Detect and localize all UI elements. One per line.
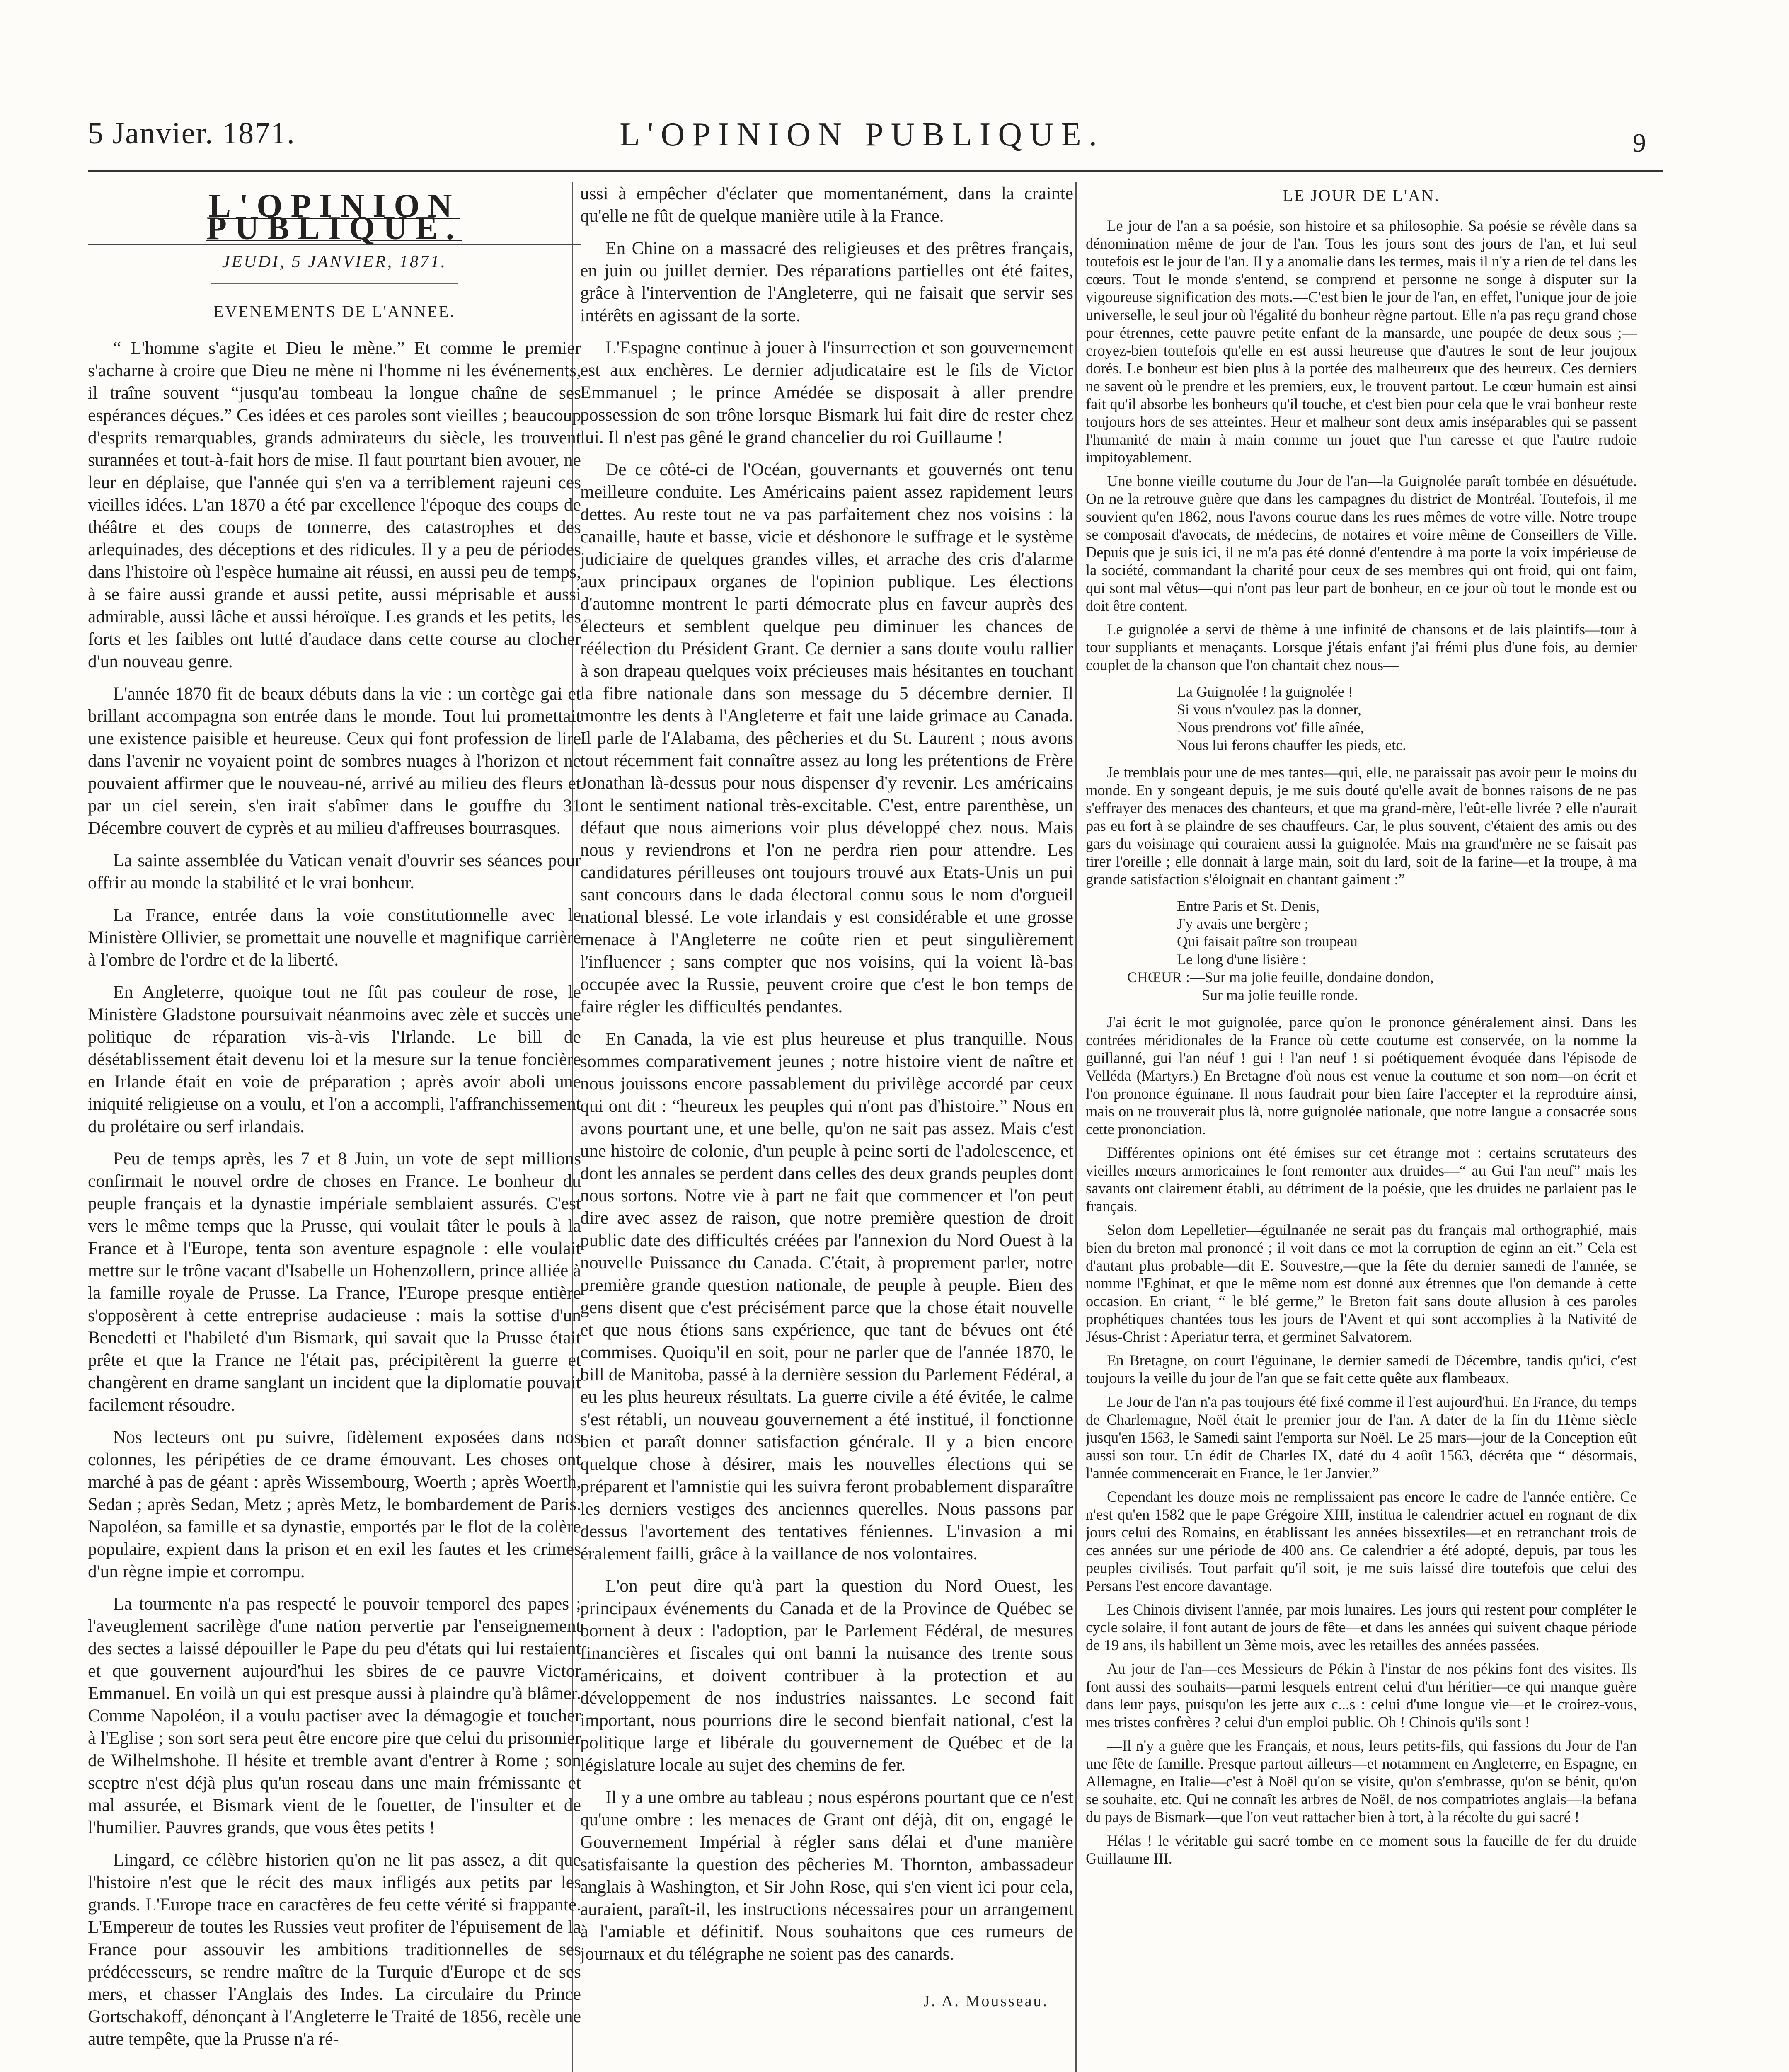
paragraph: Lingard, ce célèbre historien qu'on ne lit pas assez, a dit que l'histoire n'est que le récit des maux infligés aux petits par les grands. L'Europe trace en caractères de feu cette vérité si frappante. L'Empereur de toutes les Russies veut profiter de l'épuisement de la France pour assouvir les ambitions traditionnelles de ses prédécesseurs, se rendre maître de la Turquie d'Europe et de ses mers, et chasser l'Anglais des Indes. La circulaire du Prince Gortschakoff, dénonçant à l'Angleterre le Traité de 1856, recèle une autre tempête, que la Prusse n'a ré-: [88, 1850, 581, 2049]
paragraph: En Canada, la vie est plus heureuse et plus tranquille. Nous sommes comparativement jeunes ; notre histoire vient de naître et nous jouissons encore passablement du privilège accordé par ceux qui ont dit : “heureux les peuples qui n'ont pas d'histoire.” Nous en avons pourtant une, et une belle, qu'on ne sait pas assez. Mais c'est une histoire de colonie, d'un peuple à peine sorti de l'adolescence, et dont les annales se perdent dans celles des deux grands peuples dont nous sortons. Notre vie à part ne fait que commencer et l'on peut dire avec assez de raison, que notre première question de droit public date des difficultés créées par l'annexion du Nord Ouest à la nouvelle Puissance du Canada. C'était, à proprement parler, notre première grande question nationale, de peuple à peuple. Bien des gens disent que c'est précisément parce que la chose était nouvelle et que nous étions sans expérience, que tant de bévues ont été commises. Quoiqu'il en soit, pour ne parler que de l'année 1870, le bill de Manitoba, passé à la dernière session du Parlement Fédéral, a eu les plus heureux résultats. La guerre civile a été évitée, le calme s'est rétabli, un nouveau gouvernement a été institué, il fonctionne bien et paraît donner satisfaction générale. Il y a bien encore quelque chose à désirer, mais les nouvelles élections qui se préparent et l'amnistie qui les suivra feront probablement disparaître les derniers vestiges des anciennes querelles. Nous passons par dessus l'avortement des tentatives féniennes. L'invasion a mi éralement failli, grâce à la vaillance de nos volontaires.: [580, 1029, 1073, 1564]
paragraph: De ce côté-ci de l'Océan, gouvernants et gouvernés ont tenu meilleure conduite. Les Américains paient assez rapidement leurs dettes. Au reste tout ne va pas parfaitement chez nos voisins : la canaille, haute et basse, vicie et déshonore le suffrage et le système judiciaire de quelques grandes villes, et arrache des cris d'alarme aux principaux organes de l'opinion publique. Les élections d'automne montrent le parti démocrate plus en faveur auprès des électeurs et semblent quelque peu diminuer les chances de réélection du Président Grant. Ce dernier a sans doute voulu rallier à son drapeau quelques voix précieuses mais hésitantes en touchant la fibre nationale dans son message du 5 décembre dernier. Il montre les dents à l'Angleterre et fait une laide grimace au Canada. Il parle de l'Alabama, des pêcheries et du St. Laurent ; nous avons tout récemment fait connaître assez au long les prétentions de Frère Jonathan là-dessus pour nous dispenser d'y revenir. Les américains ont le sentiment national très-excitable. C'est, entre parenthèse, un défaut que nous aimerions voir plus développé chez nous. Mais nous y reviendrons et l'on ne perdra rien pour attendre. Les candidatures périlleuses ont toujours trouvé aux Etats-Unis un pui sant concours dans le dada électoral connu sous le nom d'orgueil national blessé. Le vote irlandais y est considérable et une grosse menace à l'Angleterre ne coûte rien et peut singulièrement l'influencer ; sans compter que nos voisins, qui la voient là-bas occupée avec la Russie, peuvent croire que c'est le bon temps de faire régler les difficultés pendantes.: [580, 460, 1073, 1017]
paragraph: ussi à empêcher d'éclater que momentanément, dans la crainte qu'elle ne fût de quelque manière utile à la France.: [580, 184, 1073, 226]
verse-line: CHŒUR :—Sur ma jolie feuille, dondaine dondon,: [1127, 969, 1434, 985]
dateline: JEUDI, 5 JANVIER, 1871.: [222, 252, 447, 271]
paragraph: L'on peut dire qu'à part la question du Nord Ouest, les principaux événements du Canada et de la Province de Québec se bornent à deux : l'adoption, par le Parlement Fédéral, de mesures financières et fiscales qui ont banni la nuisance des trente sous américains, et doivent contribuer à la protection et au développement de nos industries naissantes. Le second fait important, nous pourrions dire le second bienfait national, c'est la politique large et libérale du gouvernement de Québec et de la législature locale au sujet des chemins de fer.: [580, 1576, 1073, 1775]
article-body: [88, 337, 581, 2050]
paragraph: Différentes opinions ont été émises sur cet étrange mot : certains scrutateurs des vieilles mœurs armoricaines le font remonter aux druides—“ au Gui l'an neuf” mais les savants ont clairement établi, au détriment de la poésie, que les druides ne parlaient pas le français.: [1086, 1144, 1637, 1215]
paragraph: La France, entrée dans la voie constitutionnelle avec le Ministère Ollivier, se promettait une nouvelle et magnifique carrière à l'ombre de l'ordre et de la liberté.: [88, 905, 581, 970]
verse-line: La Guignolée ! la guignolée !: [1177, 683, 1353, 700]
paragraph: L'année 1870 fit de beaux débuts dans la vie : un cortège gai et brillant accompagna son entrée dans le monde. Tout lui promettait une existence paisible et heureuse. Ceux qui font profession de lire dans l'avenir ne voyaient point de sombres nuages à l'horizon et ne pouvaient affirmer que le nouveau-né, arrivé au milieu des fleurs et par un ciel serein, s'en irait s'abîmer dans le gouffre du 31 Décembre couvert de cyprès et au milieu d'affreuses bourrasques.: [88, 684, 581, 838]
paragraph: Selon dom Lepelletier—éguilnanée ne serait pas du français mal orthographié, mais bien du breton mal prononcé ; il voit dans ce mot la corruption de eginn an eit.” Cela est d'autant plus probable—dit E. Souvestre,—que la fête du dernier samedi de l'année, se nomme l'Eghinat, et que le même nom est donné aux étrennes que l'on demande à cette occasion. En criant, “ le blé germe,” le Breton fait sans doute allusion à ces paroles prophétiques chantées tous les jours de l'Avent et qui sont accomplies à la Nativité de Jésus-Christ : Aperiatur terra, et germinet Salvatorem.: [1086, 1221, 1637, 1345]
paragraph: En Bretagne, on court l'éguinane, le dernier samedi de Décembre, tandis qu'ici, c'est toujours la veille du jour de l'an que se fait cette quête aux flambeaux.: [1086, 1352, 1637, 1387]
song-verse: [1127, 897, 1637, 1004]
paragraph: Au jour de l'an—ces Messieurs de Pékin à l'instar de nos pékins font des visites. Ils font aussi des souhaits—parmi lesquels entrent celui d'un héritier—ce qui manque guère dans leur pays, puisqu'on les jette aux c...s : celui d'une longue vie—et le croirez-vous, mes tristes confrères ? celui d'un emploi public. Oh ! Chinois qu'ils sont !: [1086, 1660, 1637, 1731]
verse-line: J'y avais une bergère ;: [1177, 915, 1309, 932]
paragraph: Les Chinois divisent l'année, par mois lunaires. Les jours qui restent pour compléter le cycle solaire, il font autant de jours de fête—et dans les années qui suivent chaque période de 19 ans, ils habillent un 3ème mois, avec les retailles des années passées.: [1086, 1601, 1637, 1653]
masthead: L'OPINION PUBLIQUE.: [206, 188, 462, 247]
song-verse: [1177, 683, 1637, 754]
paragraph: Cependant les douze mois ne remplissaient pas encore le cadre de l'année entière. Ce n'est qu'en 1582 que le pape Grégoire XIII, institua le calendrier actuel en rognant de dix jours celui des Romains, en établissant les années bissextiles—et en retranchant trois de ces années sur une période de 400 ans. Ce calendrier a été adopté, depuis, par tous les peuples civilisés. Tout parfait qu'il soit, je me suis laissé dire toutefois que celui des Persans l'est encore davantage.: [1086, 1488, 1637, 1594]
paragraph: “ L'homme s'agite et Dieu le mène.” Et comme le premier s'acharne à croire que Dieu ne mène ni l'homme ni les événements, il traîne souvent “jusqu'au tombeau la longue chaîne de ses espérances déçues.” Ces idées et ces paroles sont vieilles ; beaucoup d'esprits remarquables, grands admirateurs du siècle, les trouvent surannées et tout-à-fait hors de mise. Il faut pourtant bien avouer, ne leur en déplaise, que l'année qui s'en va a terriblement rajeuni ces vieilles idées. L'an 1870 a été par excellence l'époque des coups de théâtre et des coups de tonnerre, des catastrophes et des arlequinades, des déceptions et des ridicules. Il y a peu de périodes dans l'histoire où l'espèce humaine ait réussi, en aussi peu de temps, à se faire aussi grande et aussi petite, aussi méprisable et aussi admirable, aussi lâche et aussi héroïque. Les grands et les petits, les forts et les faibles ont lutté d'audace dans cette course au clocher d'un nouveau genre.: [88, 338, 581, 671]
verse-line: Qui faisait paître son troupeau: [1177, 933, 1358, 950]
column-1: [88, 182, 581, 2072]
paragraph: Nos lecteurs ont pu suivre, fidèlement exposées dans nos colonnes, les péripéties de ce drame émouvant. Les choses ont marché à pas de géant : après Wissembourg, Woerth ; après Woerth, Sedan ; après Sedan, Metz ; après Metz, le bombardement de Paris. Napoléon, sa famille et sa dynastie, emportés par le flot de la colère populaire, expient dans la prison et en exil les fautes et les crimes d'un règne impie et corrompu.: [88, 1427, 581, 1581]
article-body: [580, 182, 1073, 1965]
paragraph: Le guignolée a servi de thème à une infinité de chansons et de lais plaintifs—tour à tour suppliants et menaçants. Lorsque j'étais enfant j'ai frémi plus d'une fois, au dernier couplet de la chanson que l'on chantait chez nous—: [1086, 621, 1637, 673]
paragraph: Hélas ! le véritable gui sacré tombe en ce moment sous la faucille de fer du druide Guillaume III.: [1086, 1832, 1637, 1867]
verse-line: Entre Paris et St. Denis,: [1177, 898, 1319, 914]
page-number: 9: [1633, 128, 1646, 157]
paragraph: L'Espagne continue à jouer à l'insurrection et son gouvernement est aux enchères. Le dernier adjudicataire est le fils de Victor Emmanuel ; le prince Amédée se disposait à aller prendre possession de son trône lorsque Bismark lui fait dire de rester chez lui. Il n'est pas gêné le grand chancelier du roi Guillaume !: [580, 338, 1073, 447]
verse-line: Sur ma jolie feuille ronde.: [1202, 987, 1358, 1003]
paragraph: Une bonne vieille coutume du Jour de l'an—la Guignolée paraît tombée en désuétude. On ne la retrouve guère que dans les campagnes du district de Montréal. Toutefois, il me souvient qu'en 1862, nous l'avons courue dans les rues mêmes de votre ville. Notre troupe se composait d'avocats, de médecins, de notaires et voire même de Conseillers de Ville. Depuis que je suis ici, il ne m'a pas été donné d'entendre à ma porte la voix impérieuse de la société, commandant la charité pour ceux de ses membres qui ont froid, qui ont faim, qui sont mal vêtus—qui n'ont pas leur part de bonheur, en ce jour où tout le monde est ou doit être content.: [1086, 472, 1637, 614]
newspaper-title: L'OPINION PUBLIQUE.: [620, 116, 1104, 153]
paragraph: —Il n'y a guère que les Français, et nous, leurs petits-fils, qui fassions du Jour de l'an une fête de famille. Presque partout ailleurs—et notamment en Angleterre, en Espagne, en Allemagne, en Italie—c'est à Noël qu'on se visite, qu'on s'embrasse, qu'on se bénit, qu'on se souhaite, etc. Qui ne connaît les arbres de Noël, de nos compatriotes anglais—la befana du pays de Bismark—que l'on veut rattacher bien à tort, à la récolte du gui sacré !: [1086, 1737, 1637, 1825]
paragraph: Peu de temps après, les 7 et 8 Juin, un vote de sept millions confirmait le nouvel ordre de choses en France. Le bonheur du peuple français et la dynastie impériale semblaient assurés. C'est vers le même temps que la Prusse, qui voulait tâter le pouls à la France et à l'Europe, tenta son aventure espagnole : elle voulait mettre sur le trône vacant d'Isabelle un Hohenzollern, prince alliée à la famille royale de Prusse. La France, l'Europe presque entière s'opposèrent à cette entreprise audacieuse : mais la sottise d'un Benedetti et l'habileté d'un Bismark, qui savait que la Prusse était prête et que la France ne l'était pas, précipitèrent la guerre et changèrent en drame sanglant un incident que la diplomatie pouvait facilement résoudre.: [88, 1149, 581, 1415]
article-title: EVENEMENTS DE L'ANNEE.: [213, 302, 455, 321]
paragraph: En Angleterre, quoique tout ne fût pas couleur de rose, le Ministère Gladstone poursuivait néanmoins avec zèle et succès une politique de réparation vis-à-vis l'Irlande. Le bill de désétablissement était devenu loi et la mesure sur la tenue foncière en Irlande était en voie de préparation ; après avoir aboli une iniquité religieuse on a voulu, et l'on a accompli, l'affranchissement du prolétaire ou serf irlandais.: [88, 982, 581, 1136]
column-divider: [1075, 182, 1077, 2072]
divider: [211, 283, 458, 284]
paragraph: Le Jour de l'an n'a pas toujours été fixé comme il l'est aujourd'hui. En France, du temps de Charlemagne, Noël était le premier jour de l'an. A dater de la fin du 11ème siècle jusqu'en 1563, le Samedi saint l'emporta sur Noël. Le 25 mars—jour de la Conception eût aussi son tour. Un édit de Charles IX, daté du 4 août 1563, décréta que “ désormais, l'année commencerait en France, le 1er Janvier.”: [1086, 1393, 1637, 1481]
paragraph: La sainte assemblée du Vatican venait d'ouvrir ses séances pour offrir au monde la stabilité et le vrai bonheur.: [88, 850, 581, 893]
verse-line: Nous prendrons vot' fille aînée,: [1177, 719, 1364, 736]
paragraph: J'ai écrit le mot guignolée, parce qu'on le prononce généralement ainsi. Dans les contrées méridionales de la France où cette coutume est conservée, on la nomme la guillanné, gui l'an néuf ! gui ! l'an neuf ! si poétiquement évoquée dans l'épisode de Velléda (Martyrs.) En Bretagne d'où nous est venue la coutume et son nom—on écrit et l'on prononce éguinane. Il nous faudrait pour bien faire l'accepter et la reproduire ainsi, mais on ne trouverait plus là, notre guignolée nationale, que notre langue a consacrée sous cette prononciation.: [1086, 1014, 1637, 1138]
paragraph: Il y a une ombre au tableau ; nous espérons pourtant que ce n'est qu'une ombre : les menaces de Grant ont déjà, dit on, engagé le Gouvernement Impérial à régler sans délai et d'une manière satisfaisante la question des pêcheries M. Thornton, ambassadeur anglais à Washington, et Sir John Rose, qui s'en vient ici pour cela, auraient, paraît-il, les instructions nécessaires pour un arrangement à l'amiable et définitif. Nous souhaitons que ces rumeurs de journaux et du télégraphe ne soient pas des canards.: [580, 1787, 1073, 1964]
verse-line: Si vous n'voulez pas la donner,: [1177, 701, 1361, 718]
verse-line: Le long d'une lisière :: [1177, 951, 1307, 968]
article-title: LE JOUR DE L'AN.: [1283, 186, 1440, 205]
paragraph: Le jour de l'an a sa poésie, son histoire et sa philosophie. Sa poésie se révèle dans sa dénomination même de jour de l'an. Tous les jours sont des jours de l'an, et lui seul toutefois est le jour de l'an. Il y a anomalie dans les termes, mais il n'y a rien de tel dans les cœurs. Tout le monde s'entend, se comprend et personne ne songe à disputer sur la vigoureuse signification des mots.—C'est bien le jour de l'an, en effet, l'unique jour de joie universelle, le seul jour où l'égalité du bonheur règne partout. Elle n'a pas reçu grand chose pour étrennes, cette pauvre petite enfant de la mansarde, une poupée de deux sous ;—croyez-bien toutefois qu'elle en est aussi heureuse que d'autres le sont de leur joujoux dorés. Le bonheur est bien plus à la portée des malheureux que des heureux. Ces derniers ne savent où le prendre et les premiers, eux, le trouvent partout. Le cœur humain est ainsi fait qu'il absorbe les bonheurs qu'il touche, et c'est bien pour cela que le vrai bonheur reste toujours hors de ses atteintes. Heur et malheur sont deux amis inséparables qui se passent l'humanité de main à main comme un jouet que l'un caresse et que l'autre rudoie impitoyablement.: [1086, 217, 1637, 466]
issue-date: 5 Janvier. 1871.: [88, 116, 295, 150]
page-header: [0, 108, 1789, 174]
paragraph: Je tremblais pour une de mes tantes—qui, elle, ne paraissait pas avoir peur le moins du monde. En y songeant depuis, je me suis douté qu'elle avait de bonnes raisons de ne pas s'effrayer des menaces des chanteurs, et que ma grand-mère, l'eût-elle livrée ? elle n'aurait pas eu fort à se plaindre de ses chauffeurs. Car, le plus souvent, c'étaient des amis ou des gars du voisinage qui couraient aussi la guignolée. Mais ma grand'mère ne se faisait pas tirer l'oreille ; elle donnait à large main, soit du lard, soit de la farine—et la troupe, à ma grande satisfaction s'éloignait en chantant gaiment :”: [1086, 764, 1637, 888]
column-3: [1086, 182, 1637, 2072]
column-2: [580, 182, 1073, 2072]
paragraph: La tourmente n'a pas respecté le pouvoir temporel des papes ; l'aveuglement sacrilège d'une nation pervertie par l'enseignement des sectes a laissé dépouiller le Pape du peu d'états qui lui restaient et que gouvernent aujourd'hui les sbires de ce pauvre Victor Emmanuel. En voilà un qui est presque aussi à plaindre qu'à blâmer. Comme Napoléon, il a voulu pactiser avec la démagogie et toucher à l'Eglise ; son sort sera peut être encore pire que celui du prisonnier de Wilhelmshohe. Il hésite et tremble avant d'entrer à Rome ; son sceptre n'est déjà plus qu'un roseau dans une main frémissante et mal assurée, et Bismark vient de le fouetter, de l'insulter et de l'humilier. Pauvres grands, que vous êtes petits !: [88, 1594, 581, 1837]
author-signature: J. A. Mousseau.: [923, 1992, 1048, 2010]
verse-line: Nous lui ferons chauffer les pieds, etc.: [1177, 737, 1407, 753]
header-rule: [88, 170, 1663, 172]
paragraph: En Chine on a massacré des religieuses et des prêtres français, en juin ou juillet dernier. Des réparations partielles ont été faites, grâce à l'intervention de l'Angleterre, qui ne faisait que servir ses intérêts en agissant de la sorte.: [580, 238, 1073, 325]
